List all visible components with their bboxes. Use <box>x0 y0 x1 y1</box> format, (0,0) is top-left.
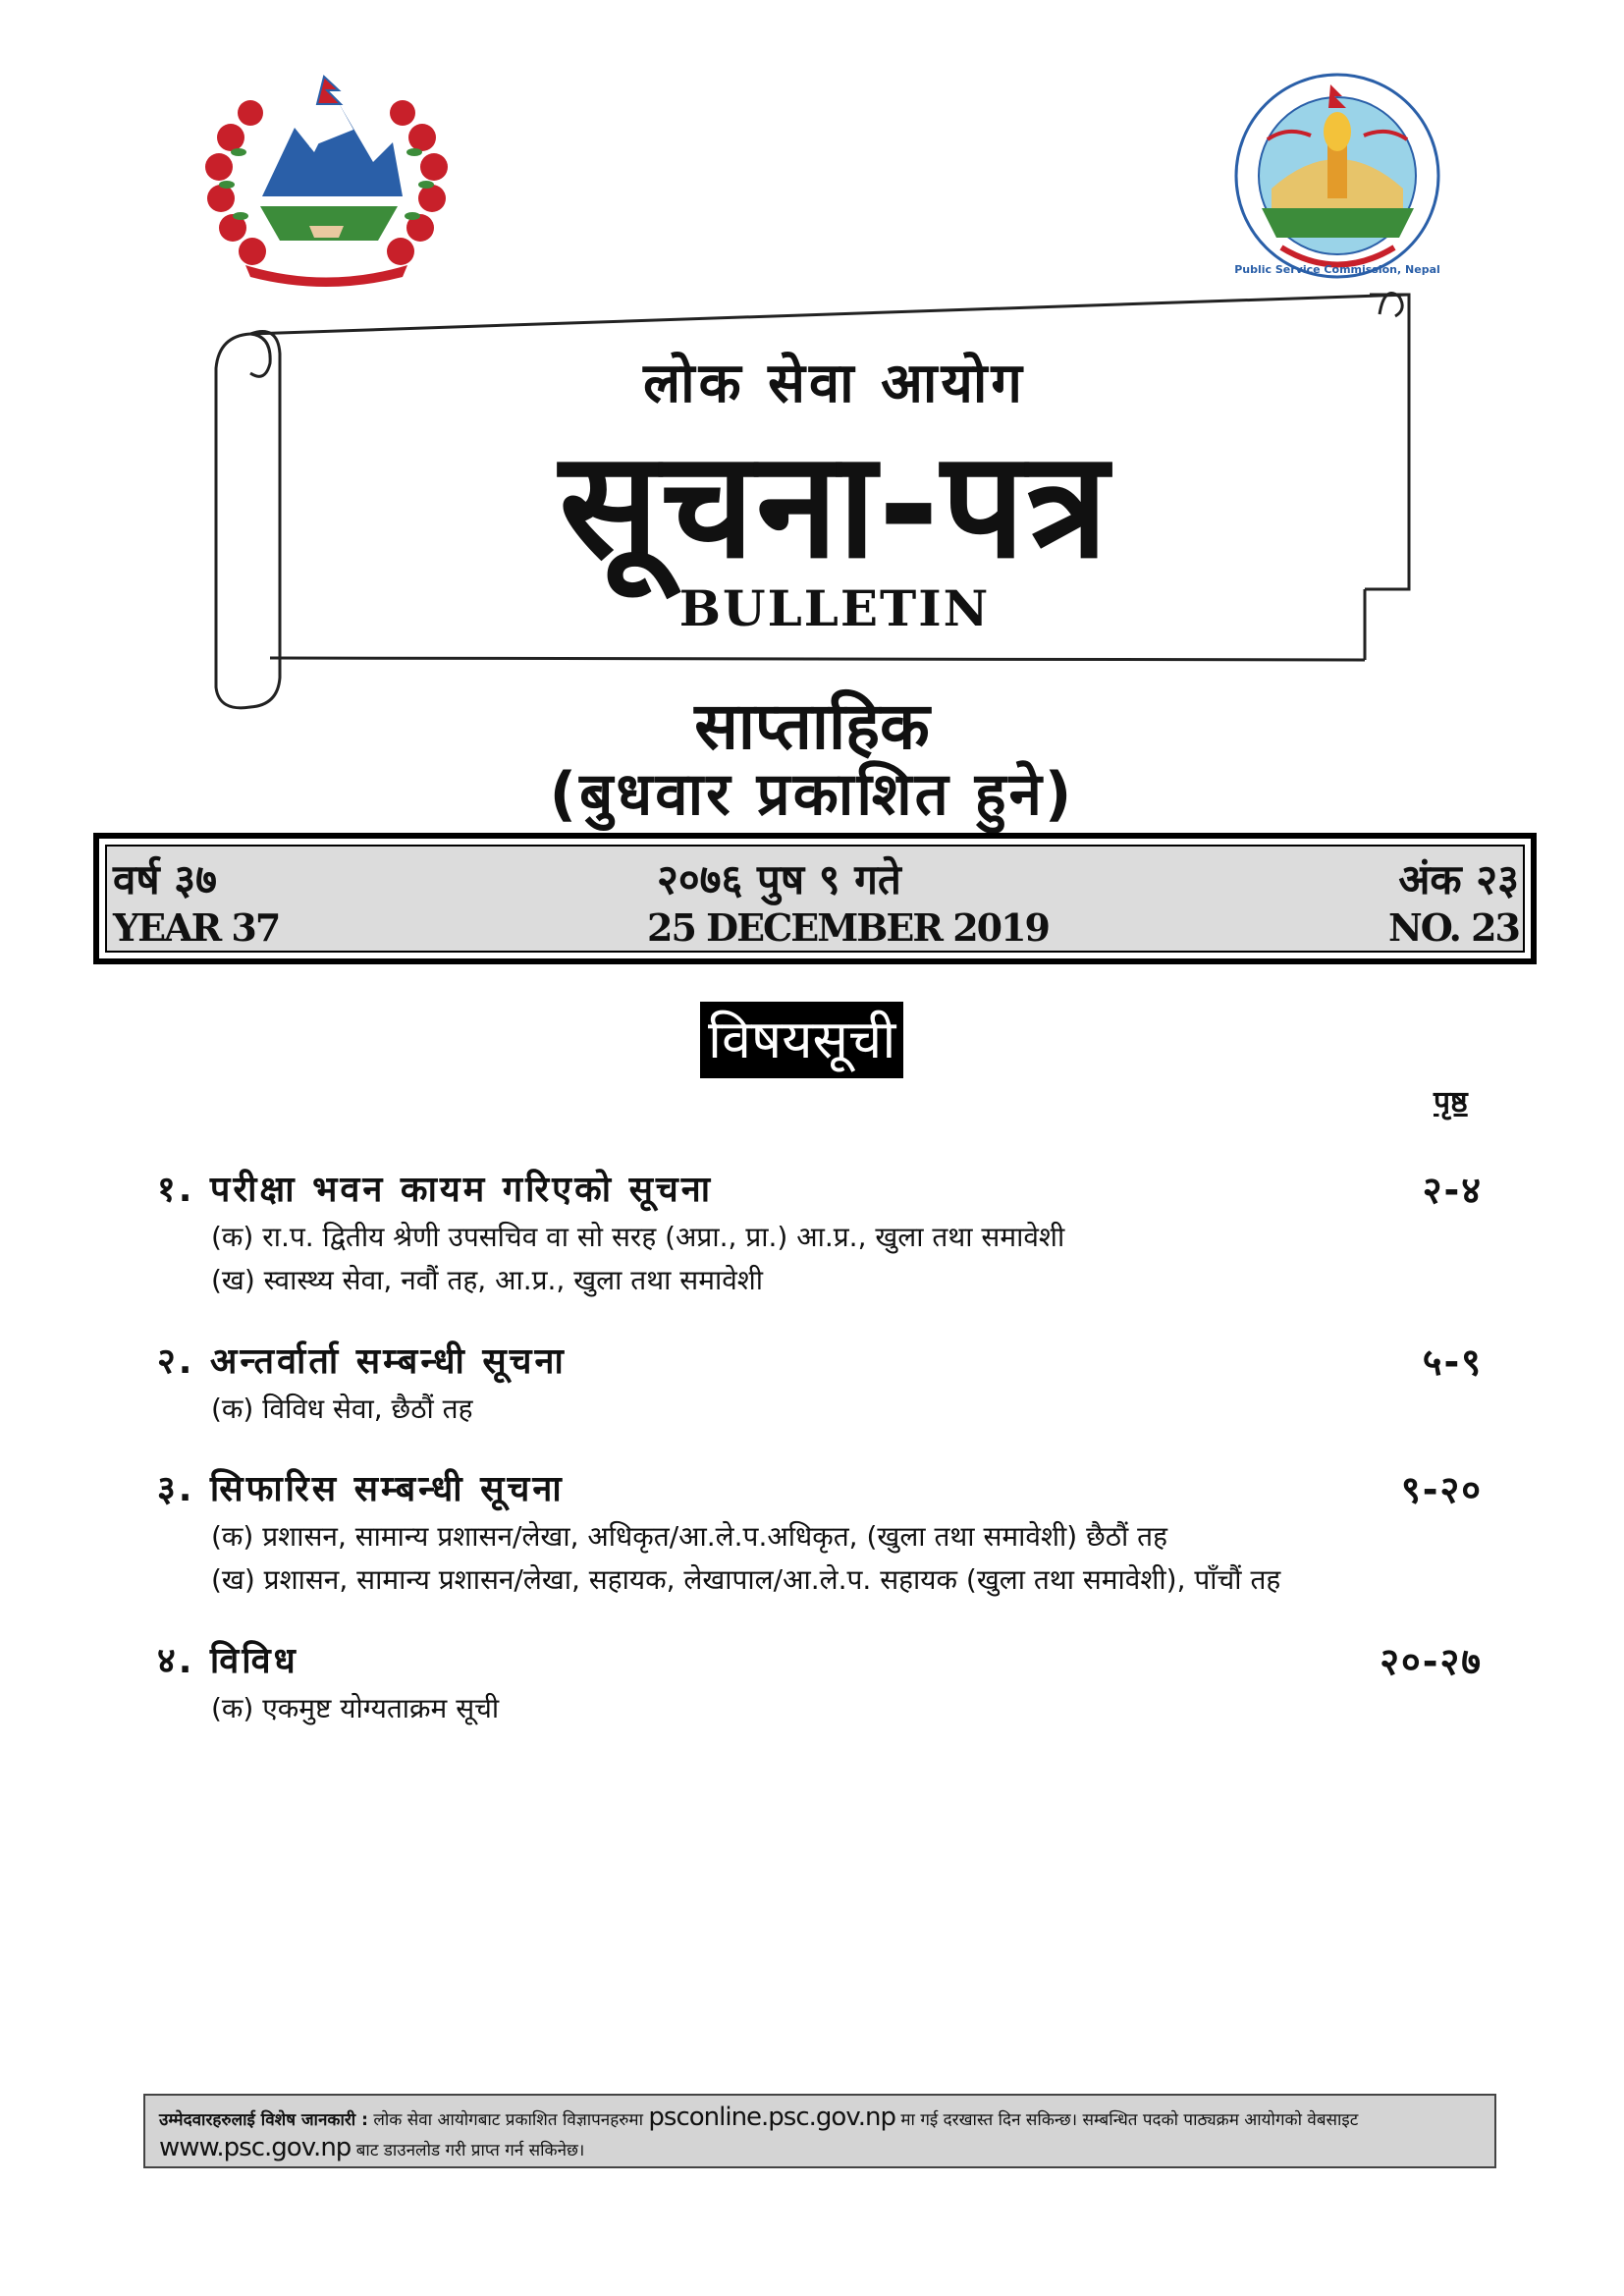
toc-item: (क) रा.प. द्वितीय श्रेणी उपसचिव वा सो सरह (अप्रा., प्रा.) आ.प्र., खुला तथा समावेशी <box>211 1221 1065 1253</box>
frequency-label: साप्ताहिक <box>694 688 930 764</box>
date-english: 25 DECEMBER 2019 <box>647 905 1049 950</box>
bulletin-title-english: BULLETIN <box>678 579 991 637</box>
toc-section-pages: २-४ <box>1422 1169 1483 1212</box>
psconline-link[interactable]: psconline.psc.gov.np <box>648 2103 895 2132</box>
year-nepali: वर्ष ३७ <box>113 855 217 903</box>
notice-text: बाट डाउनलोड गरी प्राप्त गर्न सकिनेछ। <box>355 2141 585 2160</box>
issue-number-english: NO. 23 <box>1388 905 1519 950</box>
toc-section-title: ३. सिफारिस सम्बन्धी सूचना <box>157 1469 565 1509</box>
bulletin-title: सूचना-पत्र <box>559 420 1110 591</box>
toc-item: (क) एकमुष्ट योग्यताक्रम सूची <box>211 1692 500 1724</box>
psc-website-link[interactable]: www.psc.gov.np <box>159 2133 352 2162</box>
nepal-emblem-icon <box>191 69 461 290</box>
toc-item: (ख) प्रशासन, सामान्य प्रशासन/लेखा, सहायक, लेखापाल/आ.ले.प. सहायक (खुला तथा समावेशी), पाँचौं तह <box>211 1563 1281 1596</box>
toc-item: (क) प्रशासन, सामान्य प्रशासन/लेखा, अधिकृत/आ.ले.प.अधिकृत, (खुला तथा समावेशी) छैठौं तह <box>211 1520 1167 1553</box>
notice-label: उम्मेदवारहरुलाई विशेष जानकारी : <box>159 2110 368 2130</box>
toc-section-title: ४. विविध <box>157 1641 298 1681</box>
toc-section-pages: ५-९ <box>1422 1340 1483 1384</box>
date-nepali: २०७६ पुष ९ गते <box>657 855 901 903</box>
psc-seal-text: Public Service Commission, Nepal <box>1234 263 1440 276</box>
contents-heading: विषयसूची <box>700 1002 903 1078</box>
psc-seal-icon <box>1232 71 1443 282</box>
toc-section <box>157 1635 1492 1726</box>
toc-section <box>157 1164 1492 1298</box>
toc-section <box>157 1336 1492 1427</box>
toc-section-pages: ९-२० <box>1400 1468 1483 1511</box>
toc-section-pages: २०-२७ <box>1380 1640 1483 1683</box>
notice-text: लोक सेवा आयोगबाट प्रकाशित विज्ञापनहरुमा <box>373 2110 643 2130</box>
candidate-notice <box>143 2094 1496 2168</box>
issue-number-nepali: अंक २३ <box>1398 855 1519 903</box>
year-english: YEAR 37 <box>113 905 280 950</box>
page-column-label: पृष्ठ <box>1434 1085 1468 1120</box>
toc-item: (क) विविध सेवा, छैठौं तह <box>211 1393 473 1425</box>
toc-section-title: १. परीक्षा भवन कायम गरिएको सूचना <box>157 1170 714 1210</box>
toc-section-title: २. अन्तर्वार्ता सम्बन्धी सूचना <box>157 1341 567 1382</box>
org-name: लोक सेवा आयोग <box>643 352 1026 415</box>
toc-section <box>157 1463 1492 1598</box>
issue-info-box <box>93 833 1537 964</box>
published-note: (बुधवार प्रकाशित हुने) <box>549 760 1075 829</box>
notice-text: मा गई दरखास्त दिन सकिन्छ। सम्बन्धित पदको पाठ्यक्रम आयोगको वेबसाइट <box>900 2110 1359 2130</box>
toc-item: (ख) स्वास्थ्य सेवा, नवौं तह, आ.प्र., खुला तथा समावेशी <box>211 1264 764 1296</box>
